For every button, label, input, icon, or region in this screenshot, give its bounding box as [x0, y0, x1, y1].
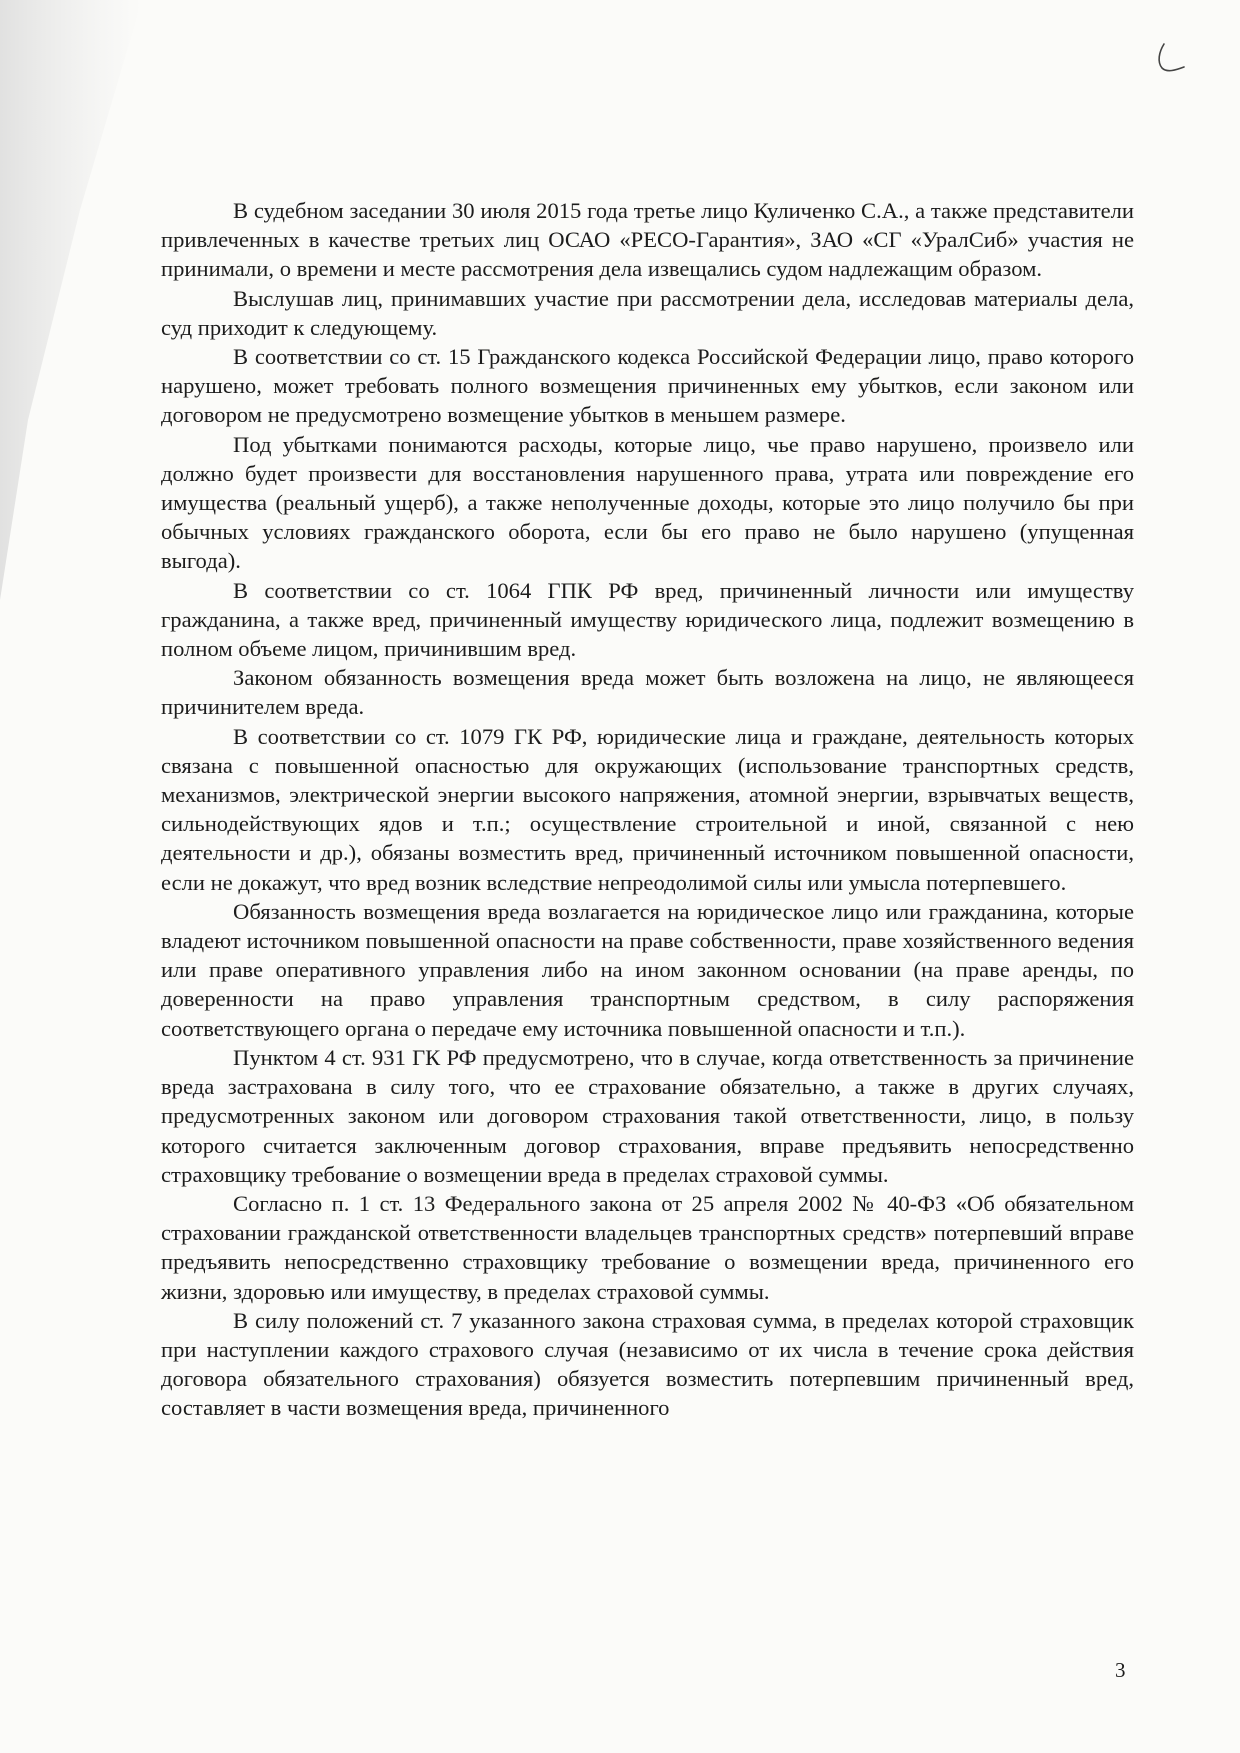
paragraph-osago-article-7: В силу положений ст. 7 указанного закона страховая сумма, в пределах которой страховщик при наступлении каждого страхового случая (независимо от их числа в течение срока действия договора обязательного страхования) обязуется возместить потерпевшим причиненный вред, составляет в части возмещения вреда, причиненного	[161, 1307, 1134, 1421]
paragraph-court-hearing: В судебном заседании 30 июля 2015 года третье лицо Куличенко С.А., а также представители привлеченных в качестве третьих лиц ОСАО «РЕСО-Гарантия», ЗАО «СГ «УралСиб» участия не принимали, о времени и месте рассмотрения дела извещались судом надлежащим образом.	[161, 198, 1134, 282]
paragraph-article-1064: В соответствии со ст. 1064 ГПК РФ вред, причиненный личности или имуществу гражданина, а также вред, причиненный имуществу юридического лица, подлежит возмещению в полном объеме лицом, причинившим вред.	[161, 577, 1134, 662]
handwritten-page-mark	[1150, 40, 1200, 80]
paragraph-owner-liability: Обязанность возмещения вреда возлагается на юридическое лицо или гражданина, которые владеют источником повышенной опасности на праве собственности, праве хозяйственного ведения или праве оперативного управления либо на ином законном основании (на праве аренды, по доверенности на право управления транспортным средством, в силу распоряжения соответствующего органа о передаче ему источника повышенной опасности и т.п.).	[161, 898, 1134, 1041]
page-number: 3	[1115, 1658, 1126, 1682]
paragraph-article-931: Пунктом 4 ст. 931 ГК РФ предусмотрено, что в случае, когда ответственность за причинение вреда застрахована в силу того, что ее страхование обязательно, а также в других случаях, предусмотренных законом или договором страхования такой ответственности, лицо, в пользу которого считается заключенным договор страхования, вправе предъявить непосредственно страховщику требование о возмещении вреда в пределах страховой суммы.	[161, 1044, 1134, 1187]
paragraph-losses-definition: Под убытками понимаются расходы, которые лицо, чье право нарушено, произвело или должно будет произвести для восстановления нарушенного права, утрата или повреждение его имущества (реальный ущерб), а также неполученные доходы, которые это лицо получило бы при обычных условиях гражданского оборота, если бы его право не было нарушено (упущенная выгода).	[161, 431, 1134, 574]
paragraph-osago-article-13: Согласно п. 1 ст. 13 Федерального закона от 25 апреля 2002 № 40-ФЗ «Об обязательном страховании гражданской ответственности владельцев транспортных средств» потерпевший вправе предъявить непосредственно страховщику требование о возмещении вреда, причиненного его жизни, здоровью или имуществу, в пределах страховой суммы.	[161, 1190, 1134, 1304]
paragraph-article-1079: В соответствии со ст. 1079 ГК РФ, юридические лица и граждане, деятельность которых связана с повышенной опасностью для окружающих (использование транспортных средств, механизмов, электрической энергии высокого напряжения, атомной энергии, взрывчатых веществ, сильнодействующих ядов и т.п.; осуществление строительной и иной, связанной с нею деятельности и др.), обязаны возместить вред, причиненный источником повышенной опасности, если не докажут, что вред возник вследствие непреодолимой силы или умысла потерпевшего.	[161, 723, 1134, 895]
document-body	[161, 196, 1134, 1423]
paragraph-court-findings: Выслушав лиц, принимавших участие при рассмотрении дела, исследовав материалы дела, суд приходит к следующему.	[161, 285, 1134, 340]
scan-edge-shadow	[0, 0, 150, 620]
paragraph-liability-by-law: Законом обязанность возмещения вреда может быть возложена на лицо, не являющееся причинителем вреда.	[161, 665, 1134, 720]
paragraph-article-15: В соответствии со ст. 15 Гражданского кодекса Российской Федерации лицо, право которого нарушено, может требовать полного возмещения причиненных ему убытков, если законом или договором не предусмотрено возмещение убытков в меньшем размере.	[161, 344, 1134, 428]
